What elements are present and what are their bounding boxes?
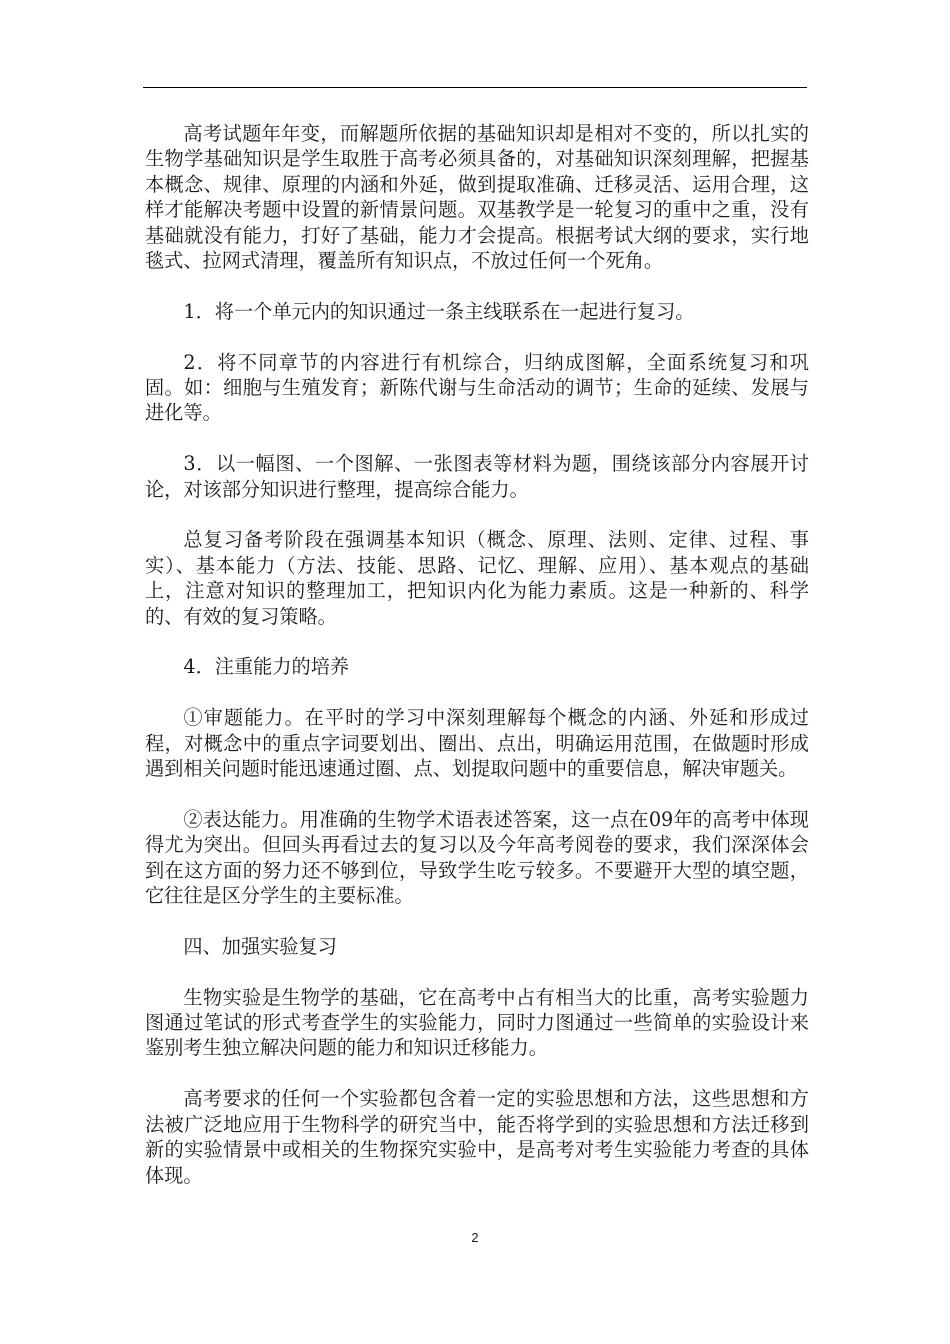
document-body <box>145 121 809 1213</box>
paragraph-item-3: 3．以一幅图、一个图解、一张图表等材料为题，围绕该部分内容展开讨论，对该部分知识进行整理，提高综合能力。 <box>145 452 809 501</box>
paragraph-expression-ability: ②表达能力。用准确的生物学术语表述答案，这一点在09年的高考中体现得尤为突出。但回头再看过去的复习以及今年高考阅卷的要求，我们深深体会到在这方面的努力还不够到位，导致学生吃亏较多。不要避开大型的填空题，它往往是区分学生的主要标准。 <box>145 807 809 908</box>
paragraph-experiments-basis: 生物实验是生物学的基础，它在高考中占有相当大的比重，高考实验题力图通过笔试的形式考查学生的实验能力，同时力图通过一些简单的实验设计来鉴别考生独立解决问题的能力和知识迁移能力。 <box>145 985 809 1060</box>
paragraph-experiments-methods: 高考要求的任何一个实验都包含着一定的实验思想和方法，这些思想和方法被广泛地应用于生物科学的研究当中，能否将学到的实验思想和方法迁移到新的实验情景中或相关的生物探究实验中，是高考对考生实验能力考查的具体体现。 <box>145 1087 809 1187</box>
page-number: 2 <box>471 1230 479 1245</box>
header-rule <box>143 87 807 88</box>
section-heading-experiments: 四、加强实验复习 <box>183 934 337 958</box>
paragraph-intro: 高考试题年年变，而解题所依据的基础知识却是相对不变的，所以扎实的生物学基础知识是学生取胜于高考必须具备的，对基础知识深刻理解，把握基本概念、规律、原理的内涵和外延，做到提取准确、迁移灵活、运用合理，这样才能解决考题中设置的新情景问题。双基教学是一轮复习的重中之重，没有基础就没有能力，打好了基础，能力才会提高。根据考试大纲的要求，实行地毯式、拉网式清理，覆盖所有知识点，不放过任何一个死角。 <box>145 122 809 273</box>
paragraph-item-2: 2．将不同章节的内容进行有机综合，归纳成图解，全面系统复习和巩固。如：细胞与生殖发育；新陈代谢与生命活动的调节；生命的延续、发展与进化等。 <box>145 350 809 425</box>
heading-item-4: 4．注重能力的培养 <box>183 655 350 679</box>
paragraph-item-1: 1．将一个单元内的知识通过一条主线联系在一起进行复习。 <box>183 299 695 323</box>
paragraph-reading-ability: ①审题能力。在平时的学习中深刻理解每个概念的内涵、外延和形成过程，对概念中的重点字词要划出、圈出、点出，明确运用范围，在做题时形成遇到相关问题时能迅速通过圈、点、划提取问题中的重要信息，解决审题关。 <box>145 706 809 781</box>
paragraph-strategy: 总复习备考阶段在强调基本知识（概念、原理、法则、定律、过程、事实）、基本能力（方法、技能、思路、记忆、理解、应用）、基本观点的基础上，注意对知识的整理加工，把知识内化为能力素质。这是一种新的、科学的、有效的复习策略。 <box>145 528 809 628</box>
